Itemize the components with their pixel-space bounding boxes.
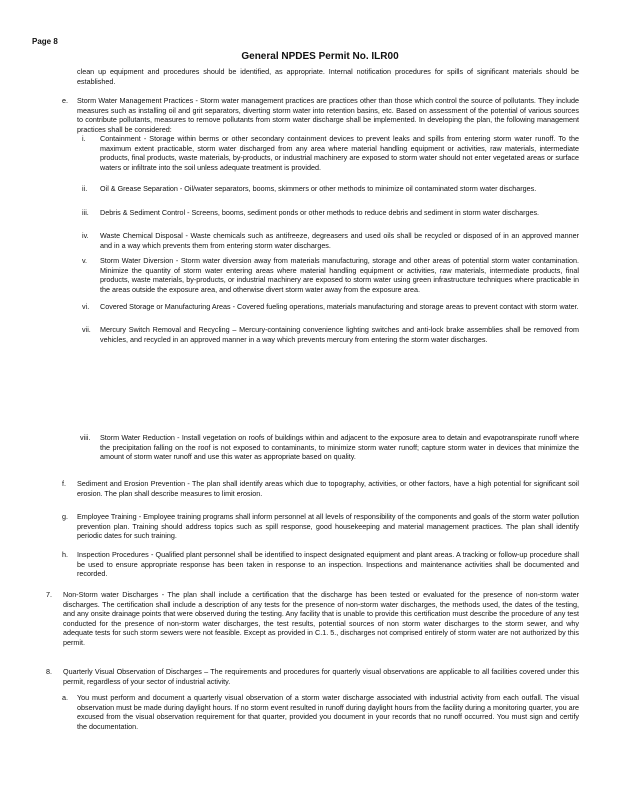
item-e-text: Storm Water Management Practices - Storm water management practices are practices other than those which control the source of pollutants. They include measures such as installing oil and grit separators, diverting storm water into retention basins, etc. Based on assessment of the potential of various sources to contribute pollutants, measures to remove pollutants from storm water discharge shall be implemented. In developing the plan, the following management practices shall be considered: [77,96,579,134]
item-a-text: You must perform and document a quarterly visual observation of a storm water discharge associated with industrial activity from each outfall. The visual observation must be made during daylight hours. If no storm event resulted in runoff during daylight hours from the facility during a monitoring quarter, you are excused from the visual observation requirement for that quarter, provided you document in your records that no runoff occurred. You must sign and certify the documentation. [77,693,579,731]
page-title: General NPDES Permit No. ILR00 [241,51,399,62]
item-f-text: Sediment and Erosion Prevention - The plan shall identify areas which due to topography, activities, or other factors, have a high potential for significant soil erosion. The plan shall describe measures to limit erosion. [77,479,579,498]
item-marker: viii. [80,433,91,442]
item-marker: iii. [82,208,89,217]
item-v-text: Storm Water Diversion - Storm water diversion away from materials manufacturing, storage and other areas of potential storm water contamination. Minimize the quantity of storm water entering areas where material handling equipment or activities, raw materials, intermediate products, final products, waste materials, by-products, or industrial machinery are exposed to storm water using green infrastructure techniques where practicable in the areas outside the exposure area, and otherwise divert storm water away from the exposure area. [100,256,579,294]
item-vii-text: Mercury Switch Removal and Recycling – Mercury-containing convenience lighting switches and anti-lock brake assemblies shall be removed from vehicles, and recycled in an approved manner in a way which prevents mercury from entering the storm water discharges. [100,325,579,344]
item-marker: h. [62,550,68,559]
item-vi-text: Covered Storage or Manufacturing Areas - Covered fueling operations, materials manufacturing and storage areas to prevent contact with storm water. [100,302,579,311]
item-iv-text: Waste Chemical Disposal - Waste chemicals such as antifreeze, degreasers and used oils shall be recycled or disposed of in an approved manner and in a way which prevents them from entering storm water discharges. [100,231,579,250]
item-marker: f. [62,479,66,488]
item-iii-text: Debris & Sediment Control - Screens, booms, sediment ponds or other methods to reduce debris and sediment in storm water discharges. [100,208,540,217]
item-marker: i. [82,134,86,143]
item-marker: 7. [46,590,52,599]
item-marker: vii. [82,325,91,334]
item-g-text: Employee Training - Employee training programs shall inform personnel at all levels of responsibility of the components and goals of the storm water pollution prevention plan. Training should address topics such as spill response, good housekeeping and material management practices. The plan shall identify periodic dates for such training. [77,512,579,541]
item-viii-text: Storm Water Reduction - Install vegetation on roofs of buildings within and adjacent to the exposure area to detain and evapotranspirate runoff where the precipitation falling on the roof is not exposed to contaminants, to minimize storm water runoff; capture storm water in devices that minimize the amount of storm water runoff and use this water as appropriate based on quality. [100,433,579,462]
item-marker: v. [82,256,88,265]
page-number: Page 8 [32,37,58,46]
intro-paragraph: clean up equipment and procedures should be identified, as appropriate. Internal notification procedures for spills of significant materials should be established. [77,67,579,86]
item-marker: a. [62,693,68,702]
item-marker: e. [62,96,68,105]
item-marker: vi. [82,302,90,311]
item-i-text: Containment - Storage within berms or other secondary containment devices to prevent leaks and spills from entering storm water runoff. To the maximum extent practicable, storm water discharged from any area where material handling equipment or activities, raw materials, intermediate products, final products, waste materials, by-products, or industrial machinery are exposed to storm water should not enter vegetated areas or surface waters or infiltrate into the soil unless adequate treatment is provided. [100,134,579,172]
item-marker: 8. [46,667,52,676]
item-marker: g. [62,512,68,521]
item-ii-text: Oil & Grease Separation - Oil/water separators, booms, skimmers or other methods to minimize oil contaminated storm water discharges. [100,184,537,193]
item-7-text: Non-Storm water Discharges - The plan shall include a certification that the discharge has been tested or evaluated for the presence of non-storm water discharges. The certification shall include a description of any tests for the presence of non-storm water discharges, the methods used, the dates of the testing, and any onsite drainage points that were observed during the testing. Any facility that is unable to provide this certification must describe the procedure of any test conducted for the presence of non-storm water discharges, the test results, potential sources of non storm water discharges to the storm sewer, and why adequate tests for such storm sewers were not feasible. Except as provided in C.1. 5., discharges not comprised entirely of storm water are not authorized by this permit. [63,590,579,647]
item-8-text: Quarterly Visual Observation of Discharges – The requirements and procedures for quarterly visual observations are applicable to all facilities covered under this permit, regardless of your sector of industrial activity. [63,667,579,686]
item-h-text: Inspection Procedures - Qualified plant personnel shall be identified to inspect designated equipment and plant areas. A tracking or follow-up procedure shall be used to ensure appropriate response has been taken in response to an inspection. Inspections and maintenance activities shall be documented and recorded. [77,550,579,579]
item-marker: ii. [82,184,88,193]
item-marker: iv. [82,231,89,240]
